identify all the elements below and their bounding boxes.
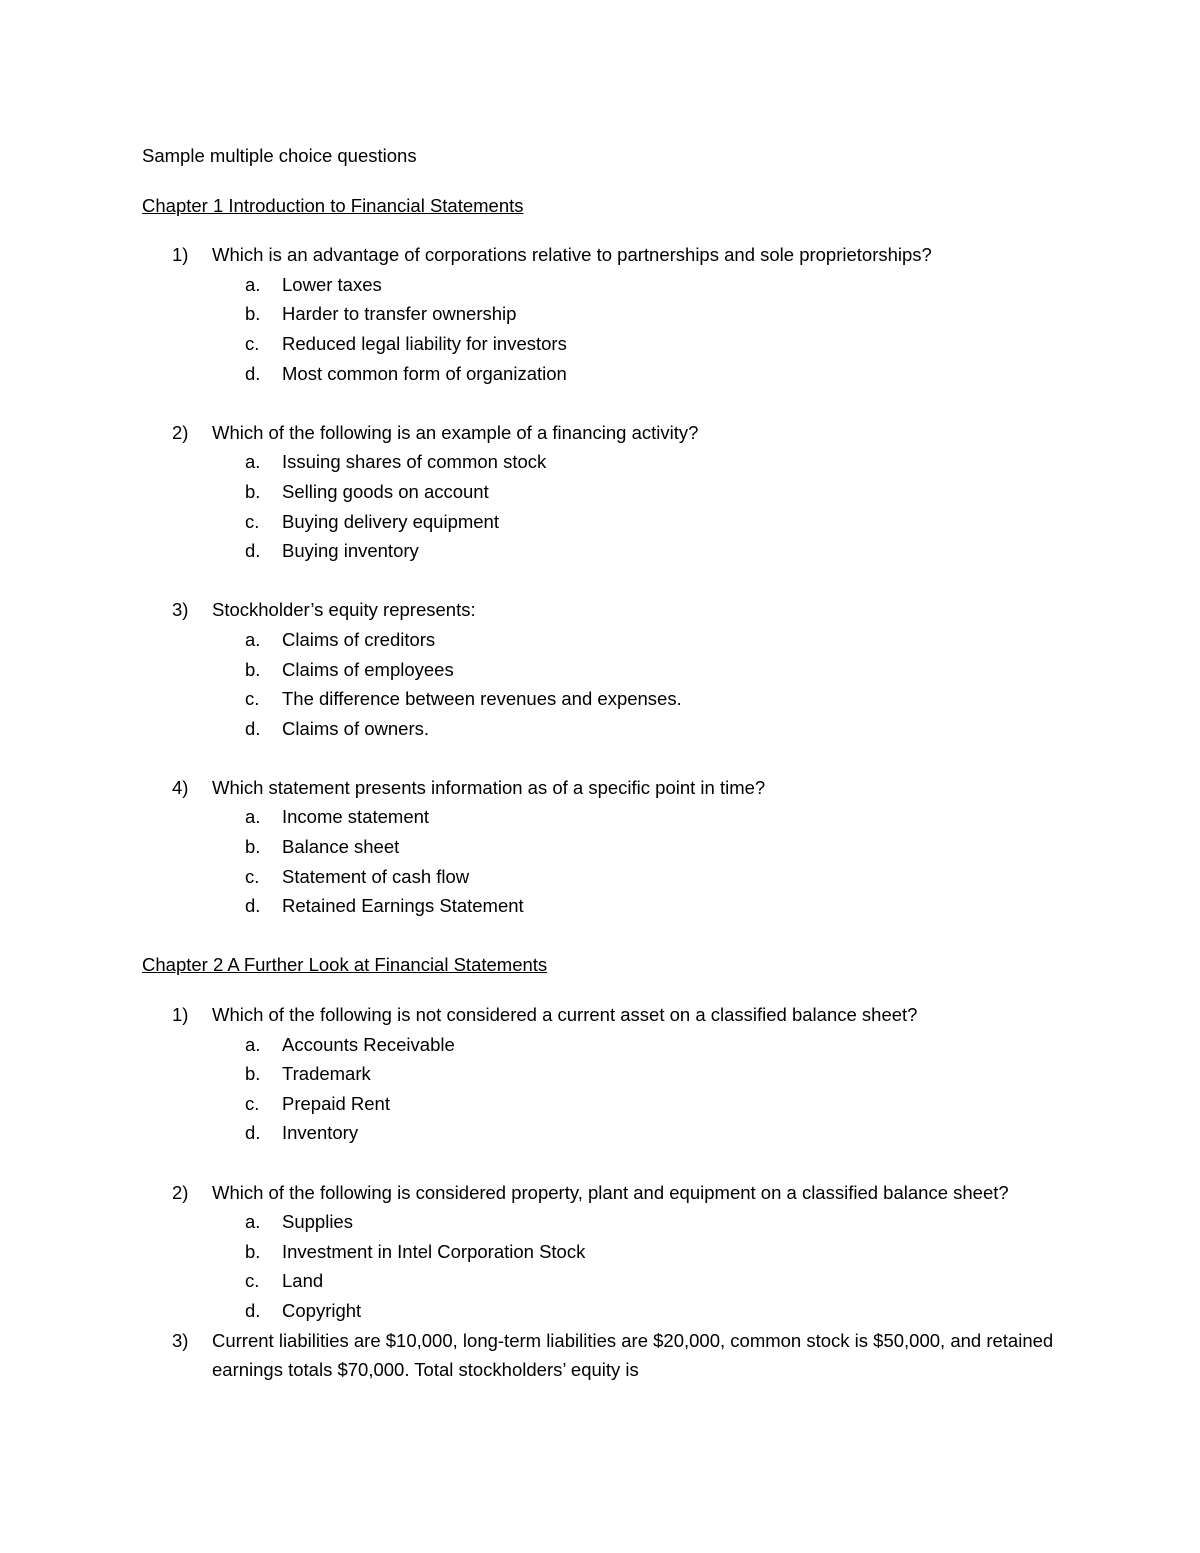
answer-option [142, 1118, 1062, 1148]
option-text: Balance sheet [282, 836, 400, 858]
question-number: 3) [172, 599, 189, 621]
answer-option [142, 862, 1062, 892]
question-row [142, 1326, 1062, 1385]
option-letter: a. [245, 1033, 261, 1055]
question-number: 4) [172, 776, 189, 798]
question-number: 1) [172, 244, 189, 266]
question-item [142, 1178, 1062, 1326]
option-letter: b. [245, 658, 261, 680]
option-letter: a. [245, 451, 261, 473]
option-letter: b. [245, 1240, 261, 1262]
option-text: Buying inventory [282, 540, 419, 562]
option-letter: d. [245, 1122, 261, 1144]
option-text: Issuing shares of common stock [282, 451, 547, 473]
option-text: Inventory [282, 1122, 359, 1144]
option-letter: d. [245, 540, 261, 562]
question-number: 3) [172, 1329, 189, 1351]
question-text: Stockholder’s equity represents: [212, 599, 476, 621]
option-text: Harder to transfer ownership [282, 303, 517, 325]
option-text: Claims of employees [282, 658, 454, 680]
answer-option [142, 1030, 1062, 1060]
answer-option [142, 477, 1062, 507]
question-row [142, 773, 1062, 803]
question-item [142, 1000, 1062, 1148]
option-text: Buying delivery equipment [282, 510, 499, 532]
option-letter: a. [245, 1211, 261, 1233]
question-number: 2) [172, 421, 189, 443]
chapters-container [142, 191, 1062, 1385]
answer-option [142, 1207, 1062, 1237]
option-letter: d. [245, 1299, 261, 1321]
chapter-section [142, 191, 1062, 921]
question-item [142, 773, 1062, 921]
question-text: Current liabilities are $10,000, long-term liabilities are $20,000, common stock is $50,000, and retained earnings totals $70,000. Total stockholders’ equity is [212, 1329, 1054, 1381]
chapter-heading: Chapter 2 A Further Look at Financial Statements [142, 954, 548, 976]
option-text: Land [282, 1270, 324, 1292]
option-text: The difference between revenues and expenses. [282, 688, 682, 710]
option-letter: a. [245, 273, 261, 295]
answer-option [142, 1296, 1062, 1326]
question-text: Which of the following is not considered a current asset on a classified balance sheet? [212, 1004, 918, 1026]
answer-option [142, 270, 1062, 300]
option-letter: c. [245, 865, 260, 887]
option-text: Supplies [282, 1211, 353, 1233]
answer-option [142, 802, 1062, 832]
question-text: Which of the following is an example of a financing activity? [212, 421, 699, 443]
question-row [142, 595, 1062, 625]
option-text: Prepaid Rent [282, 1092, 390, 1114]
option-letter: b. [245, 836, 261, 858]
option-letter: c. [245, 1270, 260, 1292]
document-title: Sample multiple choice questions [142, 145, 417, 166]
question-text: Which statement presents information as of a specific point in time? [212, 776, 766, 798]
option-text: Reduced legal liability for investors [282, 332, 567, 354]
question-number: 2) [172, 1181, 189, 1203]
answer-option [142, 536, 1062, 566]
answer-option [142, 655, 1062, 685]
question-text: Which of the following is considered property, plant and equipment on a classified balance sheet? [212, 1181, 1009, 1203]
answer-option [142, 1089, 1062, 1119]
answer-option [142, 299, 1062, 329]
option-letter: c. [245, 688, 260, 710]
chapter-heading: Chapter 1 Introduction to Financial Statements [142, 194, 524, 216]
option-text: Selling goods on account [282, 480, 489, 502]
question-row [142, 418, 1062, 448]
option-text: Retained Earnings Statement [282, 895, 524, 917]
answer-option [142, 329, 1062, 359]
option-letter: c. [245, 332, 260, 354]
option-text: Accounts Receivable [282, 1033, 455, 1055]
option-letter: d. [245, 895, 261, 917]
question-row [142, 1000, 1062, 1030]
answer-option [142, 832, 1062, 862]
option-text: Claims of owners. [282, 717, 430, 739]
answer-option [142, 714, 1062, 744]
option-text: Copyright [282, 1299, 362, 1321]
chapter-section [142, 950, 1062, 1384]
document-body [142, 141, 1062, 1385]
option-letter: a. [245, 628, 261, 650]
question-number: 1) [172, 1004, 189, 1026]
question-row [142, 1178, 1062, 1208]
option-letter: a. [245, 806, 261, 828]
option-text: Trademark [282, 1063, 371, 1085]
answer-option [142, 625, 1062, 655]
option-letter: b. [245, 303, 261, 325]
option-text: Statement of cash flow [282, 865, 470, 887]
answer-option [142, 1266, 1062, 1296]
option-letter: c. [245, 510, 260, 532]
option-letter: d. [245, 362, 261, 384]
option-text: Lower taxes [282, 273, 382, 295]
option-letter: b. [245, 1063, 261, 1085]
option-text: Investment in Intel Corporation Stock [282, 1240, 586, 1262]
option-letter: d. [245, 717, 261, 739]
option-text: Most common form of organization [282, 362, 567, 384]
question-item [142, 240, 1062, 388]
option-text: Income statement [282, 806, 430, 828]
answer-option [142, 1237, 1062, 1267]
answer-option [142, 1059, 1062, 1089]
answer-option [142, 684, 1062, 714]
question-item [142, 595, 1062, 743]
answer-option [142, 359, 1062, 389]
option-letter: b. [245, 480, 261, 502]
option-letter: c. [245, 1092, 260, 1114]
answer-option [142, 507, 1062, 537]
answer-option [142, 447, 1062, 477]
option-text: Claims of creditors [282, 628, 436, 650]
question-item [142, 418, 1062, 566]
question-text: Which is an advantage of corporations relative to partnerships and sole proprietorships? [212, 244, 932, 266]
question-row [142, 240, 1062, 270]
question-item [142, 1326, 1062, 1385]
answer-option [142, 891, 1062, 921]
